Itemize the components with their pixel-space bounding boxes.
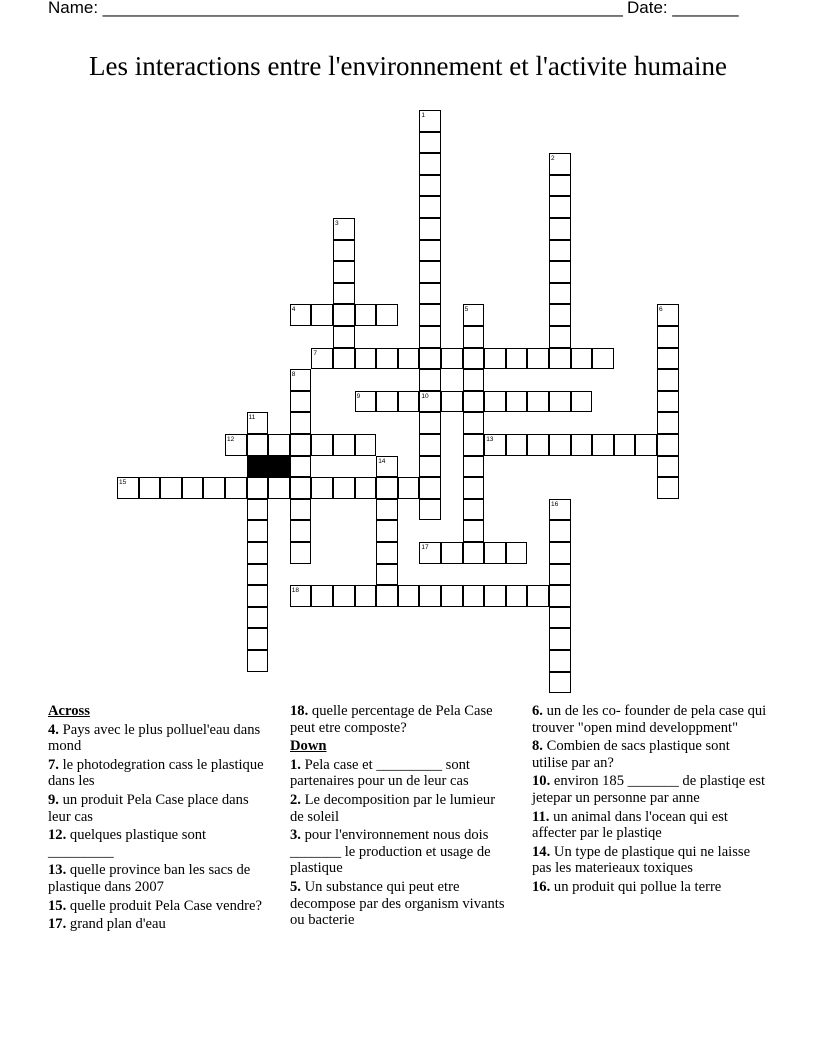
crossword-cell[interactable]	[549, 391, 571, 413]
crossword-cell[interactable]	[592, 348, 614, 370]
crossword-cell[interactable]	[203, 477, 225, 499]
crossword-cell[interactable]	[419, 369, 441, 391]
crossword-cell[interactable]	[139, 477, 161, 499]
crossword-cell[interactable]	[571, 434, 593, 456]
crossword-black-cell	[268, 456, 290, 478]
crossword-cell[interactable]	[592, 434, 614, 456]
crossword-cell[interactable]	[355, 477, 377, 499]
clue-number-7: 7	[313, 349, 318, 357]
page-title: Les interactions entre l'environnement et l'activite humaine	[89, 51, 727, 81]
crossword-cell[interactable]	[506, 391, 528, 413]
crossword-cell[interactable]	[290, 585, 312, 607]
crossword-cell[interactable]	[247, 412, 269, 434]
crossword-cell[interactable]	[247, 650, 269, 672]
clue-down-14: 14. Un type de plastique qui ne laisse pas les materieaux toxiques	[532, 843, 751, 877]
clue-down-6: 6. un de les co- founder de pela case qui trouver "open mind developpment"	[532, 703, 767, 736]
crossword-cell[interactable]	[549, 607, 571, 629]
crossword-cell[interactable]	[290, 477, 312, 499]
crossword-cell[interactable]	[571, 348, 593, 370]
crossword-cell[interactable]	[419, 153, 441, 175]
crossword-cell[interactable]	[376, 391, 398, 413]
crossword-cell[interactable]	[441, 585, 463, 607]
crossword-cell[interactable]	[463, 391, 485, 413]
crossword-cell[interactable]	[376, 348, 398, 370]
crossword-cell[interactable]	[441, 348, 463, 370]
crossword-cell[interactable]	[333, 477, 355, 499]
crossword-cell[interactable]	[419, 175, 441, 197]
clue-number-6: 6	[659, 306, 663, 314]
crossword-cell[interactable]	[311, 434, 333, 456]
crossword-cell[interactable]	[549, 196, 571, 218]
crossword-cell[interactable]	[463, 520, 485, 542]
crossword-cell[interactable]	[549, 261, 571, 283]
crossword-cell[interactable]	[657, 304, 679, 326]
crossword-cell[interactable]	[419, 326, 441, 348]
crossword-cell[interactable]	[355, 304, 377, 326]
clue-down-16: 16. un produit qui pollue la terre	[532, 878, 722, 895]
crossword-cell[interactable]	[657, 412, 679, 434]
crossword-cell[interactable]	[506, 585, 528, 607]
clue-across-12: 12. quelques plastique sont _________	[48, 827, 207, 860]
crossword-cell[interactable]	[549, 240, 571, 262]
crossword-cell[interactable]	[355, 434, 377, 456]
crossword-cell[interactable]	[527, 391, 549, 413]
crossword-cell[interactable]	[419, 261, 441, 283]
clues-column-1	[48, 703, 268, 933]
crossword-cell[interactable]	[463, 304, 485, 326]
crossword-cell[interactable]	[419, 542, 441, 564]
crossword-cell[interactable]	[398, 585, 420, 607]
clue-number-14: 14	[378, 457, 386, 465]
crossword-cell[interactable]	[419, 477, 441, 499]
crossword-cell[interactable]	[549, 434, 571, 456]
crossword-cell[interactable]	[333, 326, 355, 348]
clue-number-2: 2	[551, 155, 555, 163]
clue-number-15: 15	[119, 479, 127, 487]
crossword-cell[interactable]	[419, 456, 441, 478]
crossword-cell[interactable]	[527, 585, 549, 607]
crossword-cell[interactable]	[247, 542, 269, 564]
crossword-cell[interactable]	[247, 499, 269, 521]
crossword-cell[interactable]	[290, 369, 312, 391]
crossword-cell[interactable]	[419, 240, 441, 262]
crossword-cell[interactable]	[506, 542, 528, 564]
clue-number-3: 3	[335, 220, 339, 227]
crossword-cell[interactable]	[398, 348, 420, 370]
crossword-cell[interactable]	[549, 348, 571, 370]
crossword-cell[interactable]	[549, 175, 571, 197]
crossword-cell[interactable]	[333, 218, 355, 240]
clue-number-1: 1	[421, 112, 426, 119]
crossword-cell[interactable]	[419, 412, 441, 434]
crossword-cell[interactable]	[419, 434, 441, 456]
clue-number-9: 9	[356, 392, 361, 400]
clue-number-11: 11	[248, 414, 256, 422]
clue-number-13: 13	[486, 436, 494, 443]
crossword-cell[interactable]	[657, 456, 679, 478]
crossword-cell[interactable]	[311, 477, 333, 499]
crossword-cell[interactable]	[484, 348, 506, 370]
crossword-cell[interactable]	[549, 499, 571, 521]
crossword-cell[interactable]	[333, 261, 355, 283]
crossword-cell[interactable]	[247, 520, 269, 542]
crossword-cell[interactable]	[549, 672, 571, 694]
crossword-cell[interactable]	[311, 585, 333, 607]
crossword-cell[interactable]	[333, 434, 355, 456]
crossword-cell[interactable]	[657, 391, 679, 413]
down-heading: Down	[290, 738, 327, 755]
crossword-cell[interactable]	[571, 391, 593, 413]
crossword-cell[interactable]	[247, 585, 269, 607]
crossword-cell[interactable]	[419, 132, 441, 154]
crossword-cell[interactable]	[290, 434, 312, 456]
clue-number-8: 8	[291, 371, 296, 379]
crossword-cell[interactable]	[419, 110, 441, 132]
crossword-cell[interactable]	[419, 218, 441, 240]
crossword-cell[interactable]	[419, 283, 441, 305]
crossword-cell[interactable]	[527, 434, 549, 456]
crossword-cell[interactable]	[506, 434, 528, 456]
crossword-cell[interactable]	[549, 628, 571, 650]
crossword-cell[interactable]	[376, 542, 398, 564]
crossword-cell[interactable]	[117, 477, 139, 499]
crossword-cell[interactable]	[549, 218, 571, 240]
crossword-cell[interactable]	[484, 434, 506, 456]
name-field-label: Name: _______________________________________________________	[48, 0, 623, 17]
crossword-cell[interactable]	[247, 434, 269, 456]
crossword-cell[interactable]	[657, 434, 679, 456]
crossword-cell[interactable]	[506, 348, 528, 370]
clue-number-16: 16	[551, 500, 559, 508]
crossword-cell[interactable]	[419, 304, 441, 326]
clue-across-9: 9. un produit Pela Case place dans leur cas	[48, 791, 249, 825]
crossword-cell[interactable]	[160, 477, 182, 499]
crossword-cell[interactable]	[290, 391, 312, 413]
crossword-black-cell	[247, 456, 269, 478]
crossword-cell[interactable]	[419, 348, 441, 370]
crossword-cell[interactable]	[376, 520, 398, 542]
crossword-cell[interactable]	[398, 391, 420, 413]
crossword-cell[interactable]	[463, 348, 485, 370]
clue-across-13: 13. quelle province ban les sacs de plastique dans 2007	[48, 862, 251, 895]
crossword-cell[interactable]	[311, 304, 333, 326]
crossword-cell[interactable]	[463, 456, 485, 478]
crossword-cell[interactable]	[549, 585, 571, 607]
crossword-cell[interactable]	[247, 607, 269, 629]
clue-down-1: 1. Pela case et _________ sont partenaires pour un de leur cas	[290, 756, 470, 790]
crossword-cell[interactable]	[290, 412, 312, 434]
crossword-cell[interactable]	[247, 477, 269, 499]
clue-number-10: 10	[421, 392, 429, 400]
crossword-cell[interactable]	[290, 304, 312, 326]
crossword-cell[interactable]	[247, 564, 269, 586]
crossword-cell[interactable]	[463, 434, 485, 456]
crossword-cell[interactable]	[333, 240, 355, 262]
crossword-cell[interactable]	[549, 542, 571, 564]
crossword-cell[interactable]	[484, 391, 506, 413]
crossword-cell[interactable]	[657, 348, 679, 370]
crossword-cell[interactable]	[268, 477, 290, 499]
clue-number-18: 18	[291, 587, 300, 595]
crossword-cell[interactable]	[657, 326, 679, 348]
crossword-cell[interactable]	[549, 520, 571, 542]
crossword-cell[interactable]	[376, 456, 398, 478]
crossword-cell[interactable]	[290, 542, 312, 564]
clues-column-2	[290, 703, 508, 929]
crossword-cell[interactable]	[549, 283, 571, 305]
clue-number-5: 5	[464, 306, 469, 314]
crossword-cell[interactable]	[463, 412, 485, 434]
crossword-cell[interactable]	[290, 520, 312, 542]
crossword-cell[interactable]	[376, 499, 398, 521]
crossword-cell[interactable]	[463, 499, 485, 521]
clue-down-2: 2. Le decomposition par le lumieur de soleil	[290, 791, 496, 825]
crossword-cell[interactable]	[441, 542, 463, 564]
crossword-cell[interactable]	[657, 477, 679, 499]
clue-number-12: 12	[227, 436, 235, 443]
clue-number-17: 17	[421, 544, 429, 551]
crossword-cell[interactable]	[355, 348, 377, 370]
clues-column-3	[532, 703, 768, 896]
crossword-cell[interactable]	[398, 477, 420, 499]
clue-number-4: 4	[291, 306, 296, 314]
date-field-label: Date: _______	[627, 0, 739, 17]
crossword-cell[interactable]	[463, 326, 485, 348]
crossword-cell[interactable]	[333, 283, 355, 305]
crossword-cell[interactable]	[549, 650, 571, 672]
clue-down-11: 11. un animal dans l'ocean qui est affecter par le plastiqe	[532, 808, 728, 842]
crossword-cell[interactable]	[527, 348, 549, 370]
crossword-cell[interactable]	[419, 391, 441, 413]
crossword-cell[interactable]	[376, 564, 398, 586]
crossword-cell[interactable]	[355, 585, 377, 607]
crossword-cell[interactable]	[376, 477, 398, 499]
clue-across-15: 15. quelle produit Pela Case vendre?	[48, 897, 262, 914]
crossword-cell[interactable]	[484, 542, 506, 564]
crossword-cell[interactable]	[549, 153, 571, 175]
crossword-cell[interactable]	[463, 542, 485, 564]
crossword-cell[interactable]	[225, 434, 247, 456]
crossword-cell[interactable]	[376, 585, 398, 607]
clue-across-4: 4. Pays avec le plus polluel'eau dans mond	[48, 721, 261, 755]
crossword-cell[interactable]	[311, 348, 333, 370]
crossword-cell[interactable]	[225, 477, 247, 499]
crossword-cell[interactable]	[376, 304, 398, 326]
crossword-cell[interactable]	[290, 456, 312, 478]
crossword-cell[interactable]	[333, 348, 355, 370]
crossword-cell[interactable]	[268, 434, 290, 456]
clue-down-8: 8. Combien de sacs plastique sont utilise par an?	[532, 738, 730, 771]
clue-down-5: 5. Un substance qui peut etre decompose par des organism vivants ou bacterie	[290, 878, 505, 929]
crossword-cell[interactable]	[484, 585, 506, 607]
crossword-cell[interactable]	[635, 434, 657, 456]
crossword-cell[interactable]	[441, 391, 463, 413]
crossword-cell[interactable]	[463, 369, 485, 391]
crossword-cell[interactable]	[182, 477, 204, 499]
crossword-cell[interactable]	[247, 628, 269, 650]
crossword-cell[interactable]	[549, 304, 571, 326]
crossword-cell[interactable]	[419, 585, 441, 607]
crossword-cell[interactable]	[290, 499, 312, 521]
crossword-cell[interactable]	[419, 499, 441, 521]
clue-across-7: 7. le photodegration cass le plastique dans les	[48, 756, 264, 790]
crossword-cell[interactable]	[333, 304, 355, 326]
crossword-cell[interactable]	[549, 326, 571, 348]
crossword-cell[interactable]	[463, 585, 485, 607]
crossword-cell[interactable]	[419, 196, 441, 218]
crossword-cell[interactable]	[614, 434, 636, 456]
crossword-cell[interactable]	[549, 564, 571, 586]
clue-down-3: 3. pour l'environnement nous dois _______ le production et usage de plastique	[290, 827, 491, 877]
crossword-cell[interactable]	[657, 369, 679, 391]
clue-across-17: 17. grand plan d'eau	[48, 916, 166, 933]
crossword-cell[interactable]	[333, 585, 355, 607]
clue-across-18: 18. quelle percentage de Pela Case peut etre composte?	[290, 703, 493, 736]
crossword-cell[interactable]	[463, 477, 485, 499]
clue-down-10: 10. environ 185 _______ de plastiqe est jetepar un personne par anne	[532, 773, 766, 806]
across-heading: Across	[48, 703, 90, 719]
crossword-cell[interactable]	[355, 391, 377, 413]
